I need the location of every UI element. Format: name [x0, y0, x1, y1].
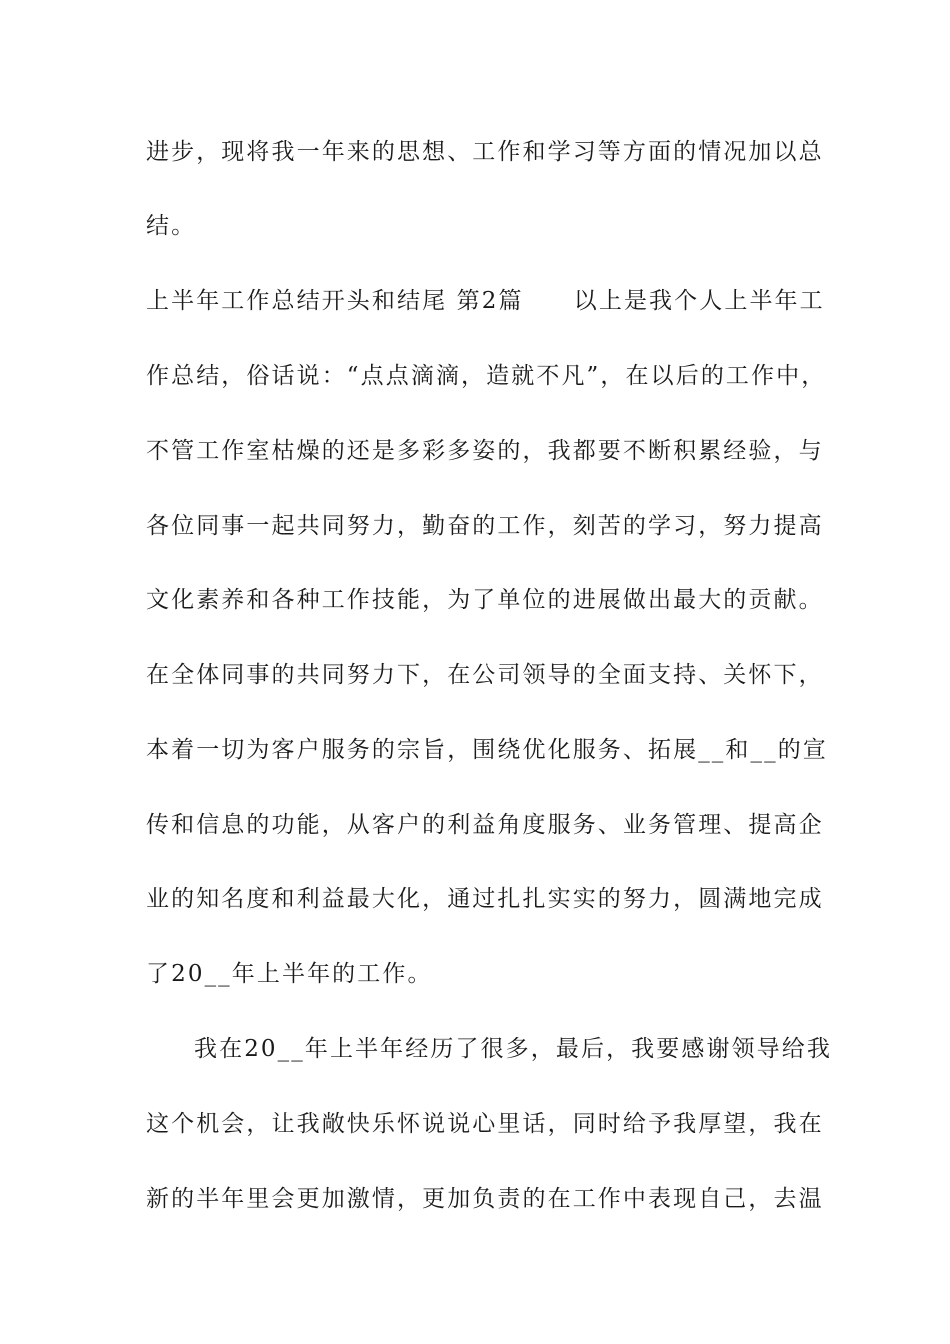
- text-line-1: 进步，现将我一年来的思想、工作和学习等方面的情况加以总: [146, 139, 824, 165]
- text-line-7: 文化素养和各种工作技能，为了单位的进展做出最大的贡献。: [146, 587, 824, 613]
- text-line-6: 各位同事一起共同努力，勤奋的工作，刻苦的学习，努力提高: [146, 513, 824, 539]
- text-line-12: 了20__年上半年的工作。: [146, 961, 433, 987]
- text-line-15: 新的半年里会更加激情，更加负责的在工作中表现自己，去温: [146, 1186, 824, 1212]
- text-line-13-paragraph-start: 我在20__年上半年经历了很多，最后，我要感谢领导给我: [194, 1036, 832, 1062]
- text-line-5: 不管工作室枯燥的还是多彩多姿的，我都要不断积累经验，与: [146, 438, 824, 464]
- text-line-3-section-heading: 上半年工作总结开头和结尾 第2篇 以上是我个人上半年工: [146, 288, 825, 314]
- text-line-14: 这个机会，让我敞快乐怀说说心里话，同时给予我厚望，我在: [146, 1111, 824, 1137]
- text-line-9: 本着一切为客户服务的宗旨，围绕优化服务、拓展__和__的宣: [146, 737, 828, 763]
- text-line-11: 业的知名度和利益最大化，通过扎扎实实的努力，圆满地完成: [146, 886, 824, 912]
- text-line-4: 作总结，俗话说：“点点滴滴，造就不凡”，在以后的工作中，: [146, 363, 827, 389]
- text-line-8: 在全体同事的共同努力下，在公司领导的全面支持、关怀下，: [146, 662, 824, 688]
- text-line-10: 传和信息的功能，从客户的利益角度服务、业务管理、提高企: [146, 812, 824, 838]
- text-line-2: 结。: [146, 213, 197, 239]
